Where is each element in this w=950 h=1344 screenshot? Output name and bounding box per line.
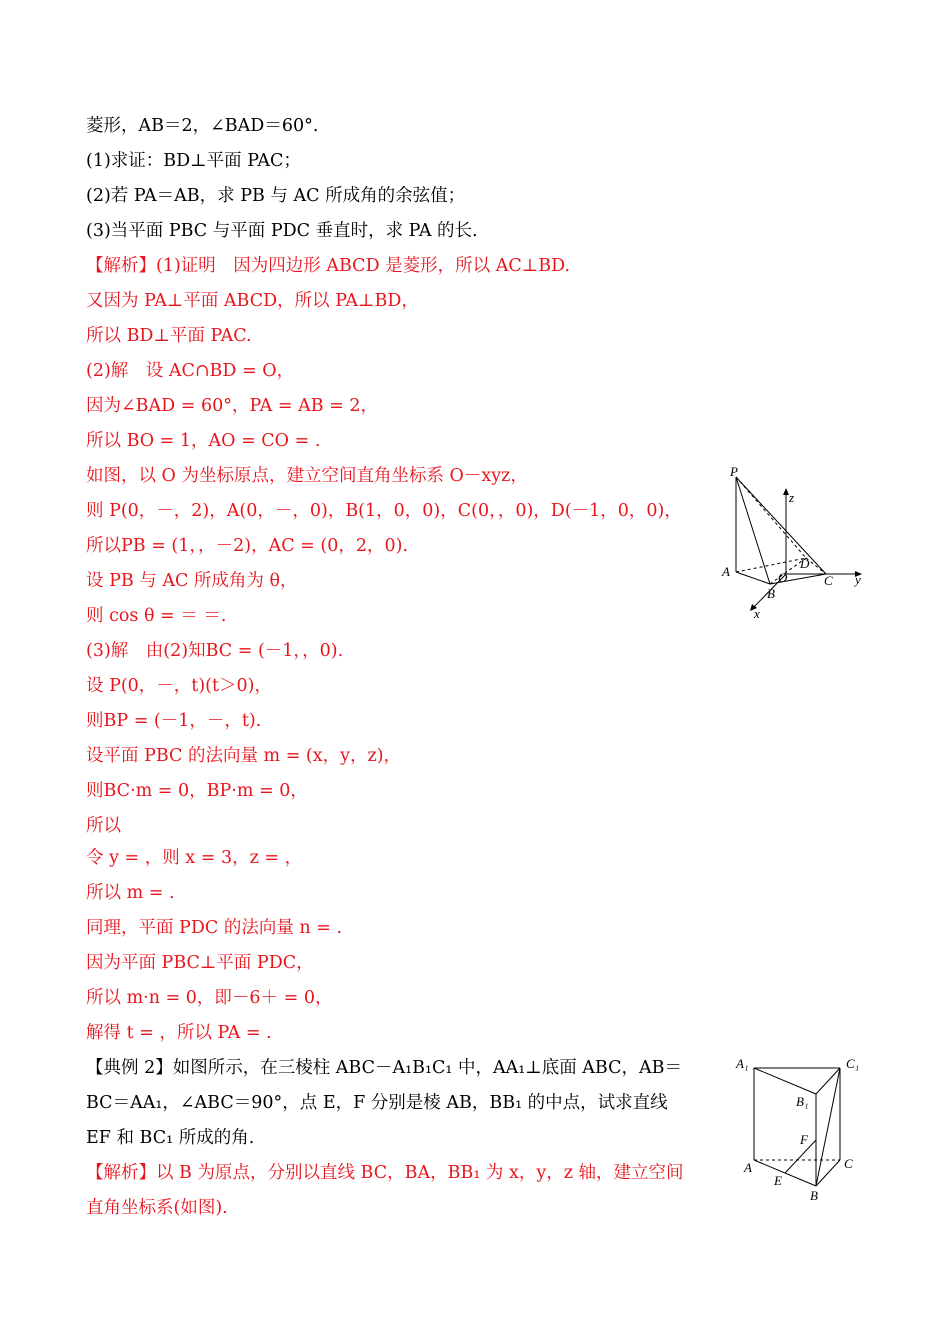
solution-line: 设 PB 与 AC 所成角为 θ， bbox=[86, 571, 298, 591]
figure-label: C bbox=[824, 573, 833, 588]
solution-line: 【解析】(1)证明 因为四边形 ABCD 是菱形，所以 AC⊥BD. bbox=[86, 256, 571, 276]
figure-label: B bbox=[767, 586, 775, 601]
example-line: BC＝AA₁，∠ABC＝90°，点 E，F 分别是棱 AB，BB₁ 的中点，试求直线 bbox=[86, 1093, 668, 1113]
figure-label: A₁ bbox=[736, 1056, 749, 1071]
solution-line: 则BP = (－1，－，t). bbox=[86, 711, 262, 731]
solution-line: 所以 BO = 1，AO = CO = . bbox=[86, 431, 321, 451]
solution-line: 设 P(0，－，t)(t＞0)， bbox=[86, 676, 272, 696]
solution-line: 则 cos θ = ＝ ＝. bbox=[86, 606, 227, 626]
example-line: 【典例 2】如图所示，在三棱柱 ABC－A₁B₁C₁ 中，AA₁⊥底面 ABC，AB＝ bbox=[86, 1058, 682, 1078]
solution-line: 所以 BD⊥平面 PAC. bbox=[86, 326, 252, 346]
figure-label: A bbox=[722, 564, 730, 579]
solution-line: 如图，以 O 为坐标原点，建立空间直角坐标系 O－xyz， bbox=[86, 466, 528, 486]
solution-line: 解得 t = ，所以 PA = . bbox=[86, 1023, 272, 1043]
figure-label: B bbox=[810, 1188, 818, 1203]
figure-label: P bbox=[730, 464, 738, 479]
solution-line: 所以PB = (1，，－2)，AC = (0，2，0). bbox=[86, 536, 409, 556]
solution-line: 【解析】以 B 为原点，分别以直线 BC，BA，BB₁ 为 x，y，z 轴，建立空间 bbox=[86, 1163, 684, 1183]
prism-figure bbox=[732, 1052, 868, 1208]
solution-line: (3)解 由(2)知BC = (－1，，0). bbox=[86, 641, 344, 661]
figure-label: F bbox=[800, 1132, 808, 1147]
figure-label: A bbox=[744, 1160, 752, 1175]
solution-line: 令 y = ，则 x = 3，z = ， bbox=[86, 848, 303, 868]
figure-label: x bbox=[754, 606, 760, 621]
pyramid-coordinate-figure bbox=[718, 462, 868, 622]
solution-line: 所以 bbox=[86, 816, 121, 836]
figure-label: C bbox=[844, 1156, 853, 1171]
solution-line: 因为∠BAD = 60°，PA = AB = 2， bbox=[86, 396, 379, 416]
solution-line: 所以 m·n = 0，即－6＋ = 0， bbox=[86, 988, 333, 1008]
text-line: (1)求证：BD⊥平面 PAC； bbox=[86, 151, 301, 171]
solution-line: 又因为 PA⊥平面 ABCD，所以 PA⊥BD， bbox=[86, 291, 419, 311]
text-line: (2)若 PA＝AB，求 PB 与 AC 所成角的余弦值； bbox=[86, 186, 466, 206]
solution-line: 同理，平面 PDC 的法向量 n = . bbox=[86, 918, 343, 938]
text-line: 菱形，AB＝2，∠BAD＝60°. bbox=[86, 116, 319, 136]
solution-line: 直角坐标系(如图). bbox=[86, 1198, 228, 1218]
solution-line: 因为平面 PBC⊥平面 PDC， bbox=[86, 953, 314, 973]
figure-label: C₁ bbox=[846, 1056, 860, 1071]
figure-label: E bbox=[774, 1173, 782, 1188]
figure-label: y bbox=[855, 572, 861, 587]
solution-line: 则 P(0，－，2)，A(0，－，0)，B(1，0，0)，C(0，，0)，D(－1，0，0)， bbox=[86, 501, 682, 521]
figure-label: D bbox=[800, 556, 810, 571]
figure-label: O bbox=[778, 570, 788, 585]
solution-line: 则BC·m = 0，BP·m = 0， bbox=[86, 781, 308, 801]
solution-line: (2)解 设 AC∩BD = O， bbox=[86, 361, 295, 381]
solution-line: 设平面 PBC 的法向量 m = (x，y，z)， bbox=[86, 746, 402, 766]
figure-label: B₁ bbox=[796, 1094, 809, 1109]
figure-label: z bbox=[789, 490, 795, 505]
example-line: EF 和 BC₁ 所成的角. bbox=[86, 1128, 255, 1148]
text-line: (3)当平面 PBC 与平面 PDC 垂直时，求 PA 的长. bbox=[86, 221, 478, 241]
solution-line: 所以 m = . bbox=[86, 883, 175, 903]
